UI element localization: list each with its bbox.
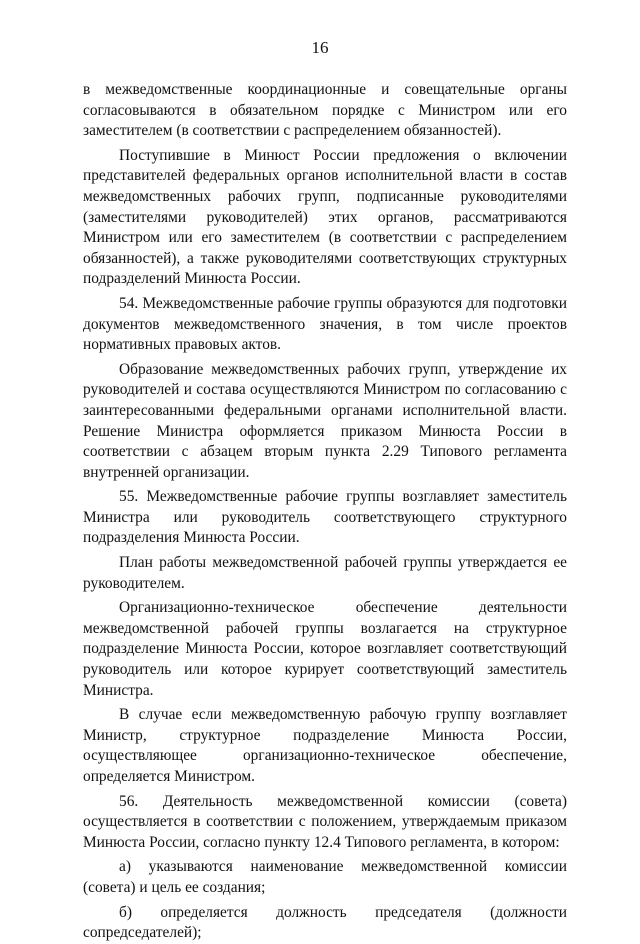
paragraph: 56. Деятельность межведомственной комиссии (совета) осуществляется в соответствии с положением, утверждаемым приказом Минюста России, согласно пункту 12.4 Типового регламента, в котором: (83, 792, 567, 851)
paragraph: 54. Межведомственные рабочие группы образуются для подготовки документов межведомственного значения, в том числе проектов нормативных правовых актов. (83, 294, 567, 354)
paragraph: Образование межведомственных рабочих групп, утверждение их руководителей и состава осуществляются Министром по согласованию с заинтересованными федеральными органами исполнительной власти. Решение Министра оформляется приказом Минюста России в соответствии с абзацем вторым пункта 2.29 Типового регламента внутренней организации. (83, 360, 567, 481)
paragraph: в межведомственные координационные и совещательные органы согласовываются в обязательном порядке с Министром или его заместителем (в соответствии с распределением обязанностей). (83, 81, 567, 140)
paragraph: а) указываются наименование межведомственной комиссии (совета) и цель ее создания; (83, 858, 567, 896)
paragraph: Поступившие в Минюст России предложения о включении представителей федеральных органов исполнительной власти в состав межведомственных рабочих групп, подписанные руководителями (заместителями руководителей) этих органов, рассматриваются Министром или его заместителем (в соответствии с распределением обязанностей), а также руководителями соответствующих структурных подразделений Минюста России. (83, 146, 567, 288)
paragraph: 55. Межведомственные рабочие группы возглавляет заместитель Министра или руководитель соответствующего структурного подразделения Минюста России. (83, 488, 567, 547)
page-number: 16 (311, 38, 329, 57)
document-body (83, 80, 567, 944)
paragraph: Организационно-техническое обеспечение деятельности межведомственной рабочей группы возлагается на структурное подразделение Минюста России, которое возглавляет соответствующий руководитель или которое курирует соответствующий заместитель Министра. (83, 599, 567, 699)
paragraph: План работы межведомственной рабочей группы утверждается ее руководителем. (83, 554, 567, 592)
paragraph: В случае если межведомственную рабочую группу возглавляет Министр, структурное подразделение Минюста России, осуществляющее организационно-техническое обеспечение, определяется Министром. (83, 706, 567, 785)
paragraph: б) определяется должность председателя (должности сопредседателей); (83, 903, 567, 942)
